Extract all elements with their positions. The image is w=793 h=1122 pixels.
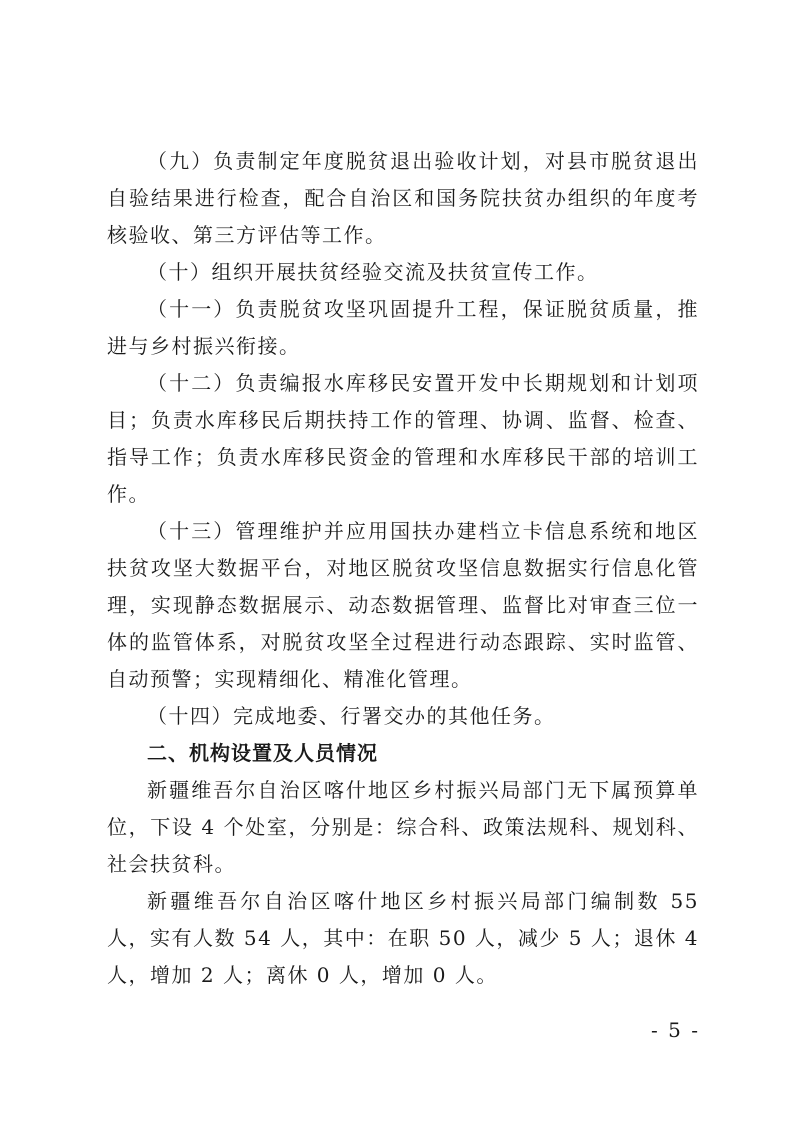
- document-body: [107, 143, 699, 994]
- section-heading: 二、机构设置及人员情况: [147, 741, 378, 765]
- paragraph-item-9: （九）负责制定年度脱贫退出验收计划，对县市脱贫退出自验结果进行检查，配合自治区和国务院扶贫办组织的年度考核验收、第三方评估等工作。: [107, 149, 699, 247]
- page-number: - 5 -: [651, 1018, 700, 1042]
- paragraph-item-10: （十）组织开展扶贫经验交流及扶贫宣传工作。: [147, 260, 599, 284]
- paragraph-item-12: （十二）负责编报水库移民安置开发中长期规划和计划项目；负责水库移民后期扶持工作的管理、协调、监督、检查、指导工作；负责水库移民资金的管理和水库移民干部的培训工作。: [107, 371, 699, 506]
- paragraph-item-11: （十一）负责脱贫攻坚巩固提升工程，保证脱贫质量，推进与乡村振兴衔接。: [107, 297, 699, 358]
- paragraph-staffing: 新疆维吾尔自治区喀什地区乡村振兴局部门编制数 55 人，实有人数 54 人，其中：在职 50 人，减少 5 人；退休 4 人，增加 2 人；离休 0 人，增加 0 人。: [107, 889, 699, 987]
- paragraph-org-structure: 新疆维吾尔自治区喀什地区乡村振兴局部门无下属预算单位，下设 4 个处室，分别是：综合科、政策法规科、规划科、社会扶贫科。: [107, 778, 699, 876]
- paragraph-item-13: （十三）管理维护并应用国扶办建档立卡信息系统和地区扶贫攻坚大数据平台，对地区脱贫攻坚信息数据实行信息化管理，实现静态数据展示、动态数据管理、监督比对审查三位一体的监管体系，对脱贫攻坚全过程进行动态跟踪、实时监管、自动预警；实现精细化、精准化管理。: [107, 519, 699, 691]
- paragraph-item-14: （十四）完成地委、行署交办的其他任务。: [147, 704, 556, 728]
